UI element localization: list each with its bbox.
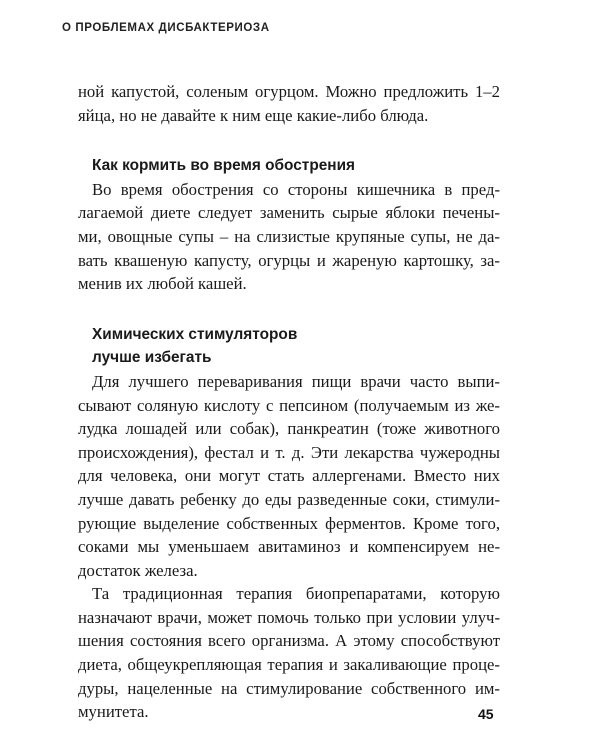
text-line: происхождения), фестал и т. д. Эти лекарства чужеродны — [78, 442, 500, 462]
text-line: сывают соляную кислоту с пепсином (получаемым из же- — [78, 395, 500, 415]
text-line: шения состояния всего организма. А этому способствуют — [78, 631, 500, 651]
text-line: Та традиционная терапия биопрепаратами, которую — [92, 584, 500, 604]
text-line: диета, общеукрепляющая терапия и закаливающие проце- — [78, 655, 500, 675]
text-line: рующие выделение собственных ферментов. Кроме того, — [78, 513, 500, 533]
text-line: лучше давать ребенку до еды разведенные соки, стимули- — [78, 489, 500, 509]
text-line: ной капустой, соленым огурцом. Можно предложить 1–2 — [78, 82, 500, 101]
stimulators-paragraph-1 — [78, 370, 500, 582]
section-heading-stimulators-1: Химических стимуляторов — [92, 325, 298, 343]
stimulators-paragraph-2 — [78, 582, 500, 724]
text-line: ми, овощные супы – на слизистые крупяные супы, не да- — [78, 226, 500, 246]
text-line: назначают врачи, может помочь только при условии улуч- — [78, 607, 500, 627]
section-heading-flare: Как кормить во время обострения — [92, 157, 356, 175]
text-line: вать квашеную капусту, огурцы и жареную картошку, за- — [78, 250, 500, 270]
section-heading-stimulators-2: лучше избегать — [92, 349, 212, 367]
text-line: менив их любой кашей. — [78, 274, 247, 294]
text-line: дуры, нацеленные на стимулирование собственного им- — [78, 678, 500, 698]
text-line: соками мы уменьшаем авитаминоз и компенсируем не- — [78, 537, 500, 557]
text-line: лагаемой диете следует заменить сырые яблоки печены- — [78, 203, 500, 223]
text-line: лудка лошадей или собак), панкреатин (тоже животного — [78, 419, 500, 439]
text-line: яйца, но не давайте к ним еще какие-либо блюда. — [78, 105, 429, 125]
intro-paragraph — [78, 80, 500, 127]
text-line: Во время обострения со стороны кишечника в пред- — [92, 179, 500, 199]
page-number: 45 — [478, 706, 494, 722]
page-body — [78, 80, 500, 724]
flare-paragraph — [78, 178, 500, 296]
text-line: Для лучшего переваривания пищи врачи часто выпи- — [92, 371, 500, 391]
text-line: мунитета. — [78, 702, 149, 722]
text-line: достаток железа. — [78, 560, 198, 580]
text-line: для человека, они могут стать аллергенами. Вместо них — [78, 466, 500, 486]
running-head: О ПРОБЛЕМАХ ДИСБАКТЕРИОЗА — [62, 22, 270, 34]
